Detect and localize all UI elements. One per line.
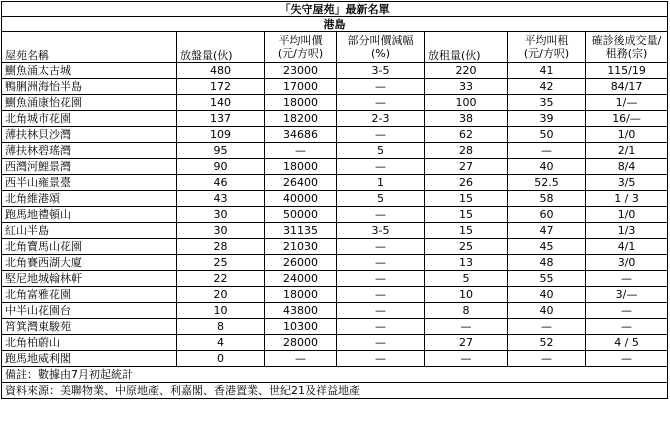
- estate-name-cell: 筲箕灣東駿苑: [2, 319, 177, 335]
- estate-name-cell: 西半山雍景臺: [2, 175, 177, 191]
- header-rental-listings: 放租量(伙): [425, 32, 508, 63]
- transactions-cell: 2/1: [586, 143, 668, 159]
- rental-listings-cell: 62: [425, 127, 508, 143]
- table-row: [2, 79, 668, 95]
- rental-listings-cell: 15: [425, 207, 508, 223]
- avg-price-cell: 18200: [265, 111, 337, 127]
- sale-listings-cell: 43: [177, 191, 265, 207]
- rental-listings-cell: 25: [425, 239, 508, 255]
- sale-listings-cell: 140: [177, 95, 265, 111]
- table-row: [2, 287, 668, 303]
- avg-price-cell: 50000: [265, 207, 337, 223]
- avg-price-cell: 34686: [265, 127, 337, 143]
- transactions-cell: 1/—: [586, 95, 668, 111]
- estate-name-cell: 跑馬地禮頓山: [2, 207, 177, 223]
- header-row: [2, 32, 668, 63]
- transactions-cell: 8/4: [586, 159, 668, 175]
- avg-price-cell: 18000: [265, 287, 337, 303]
- avg-rent-cell: 55: [508, 271, 586, 287]
- avg-price-cell: 28000: [265, 335, 337, 351]
- rental-listings-cell: 10: [425, 287, 508, 303]
- price-cut-cell: 1: [337, 175, 425, 191]
- estate-name-cell: 北角寶馬山花園: [2, 239, 177, 255]
- header-sale-listings: 放盤量(伙): [177, 32, 265, 63]
- avg-price-cell: —: [265, 351, 337, 367]
- price-cut-cell: —: [337, 287, 425, 303]
- rental-listings-cell: 26: [425, 175, 508, 191]
- table-row: [2, 207, 668, 223]
- sale-listings-cell: 0: [177, 351, 265, 367]
- avg-rent-cell: 52.5: [508, 175, 586, 191]
- estate-name-cell: 北角柏蔚山: [2, 335, 177, 351]
- listings-table: [1, 1, 668, 399]
- table-row: [2, 63, 668, 79]
- price-cut-cell: —: [337, 207, 425, 223]
- avg-price-cell: 18000: [265, 95, 337, 111]
- avg-rent-cell: 40: [508, 303, 586, 319]
- price-cut-cell: —: [337, 351, 425, 367]
- transactions-cell: 4/1: [586, 239, 668, 255]
- estate-name-cell: 中半山花園台: [2, 303, 177, 319]
- transactions-cell: 115/19: [586, 63, 668, 79]
- transactions-cell: 3/—: [586, 287, 668, 303]
- rental-listings-cell: 5: [425, 271, 508, 287]
- avg-rent-cell: 48: [508, 255, 586, 271]
- table-row: [2, 319, 668, 335]
- avg-rent-cell: 58: [508, 191, 586, 207]
- table-row: [2, 255, 668, 271]
- avg-rent-cell: 60: [508, 207, 586, 223]
- avg-price-cell: 31135: [265, 223, 337, 239]
- sale-listings-cell: 172: [177, 79, 265, 95]
- sale-listings-cell: 30: [177, 223, 265, 239]
- rental-listings-cell: 27: [425, 159, 508, 175]
- sale-listings-cell: 30: [177, 207, 265, 223]
- avg-rent-cell: 41: [508, 63, 586, 79]
- price-cut-cell: —: [337, 303, 425, 319]
- header-price-cut: 部分叫價減幅 (%): [337, 32, 425, 63]
- avg-price-cell: 24000: [265, 271, 337, 287]
- header-avg-asking-price: 平均叫價 (元/方呎): [265, 32, 337, 63]
- avg-price-cell: 18000: [265, 159, 337, 175]
- avg-rent-cell: 50: [508, 127, 586, 143]
- rental-listings-cell: 28: [425, 143, 508, 159]
- transactions-cell: 1 / 3: [586, 191, 668, 207]
- source-credit: 資料來源：美聯物業、中原地產、利嘉閣、香港置業、世紀21及祥益地產: [2, 383, 668, 399]
- estate-name-cell: 跑馬地威利閣: [2, 351, 177, 367]
- price-cut-cell: —: [337, 159, 425, 175]
- avg-rent-cell: 45: [508, 239, 586, 255]
- avg-price-cell: 17000: [265, 79, 337, 95]
- transactions-cell: 1/3: [586, 223, 668, 239]
- sale-listings-cell: 22: [177, 271, 265, 287]
- table-row: [2, 159, 668, 175]
- transactions-cell: —: [586, 319, 668, 335]
- price-cut-cell: —: [337, 127, 425, 143]
- avg-price-cell: 10300: [265, 319, 337, 335]
- transactions-cell: —: [586, 271, 668, 287]
- table-row: [2, 175, 668, 191]
- rental-listings-cell: 27: [425, 335, 508, 351]
- price-cut-cell: —: [337, 335, 425, 351]
- rental-listings-cell: 100: [425, 95, 508, 111]
- avg-price-cell: —: [265, 143, 337, 159]
- sale-listings-cell: 480: [177, 63, 265, 79]
- avg-rent-cell: —: [508, 351, 586, 367]
- table-row: [2, 191, 668, 207]
- avg-price-cell: 26400: [265, 175, 337, 191]
- estate-name-cell: 堅尼地城翰林軒: [2, 271, 177, 287]
- price-cut-cell: —: [337, 95, 425, 111]
- table-row: [2, 127, 668, 143]
- transactions-cell: 3/5: [586, 175, 668, 191]
- footnote: 備註：數據由7月初起統計: [2, 367, 668, 383]
- transactions-cell: —: [586, 351, 668, 367]
- estate-name-cell: 鰂魚涌康怡花園: [2, 95, 177, 111]
- estate-name-cell: 薄扶林貝沙灣: [2, 127, 177, 143]
- header-transactions: 確診後成交量/ 租務(宗): [586, 32, 668, 63]
- estate-name-cell: 北角富雅花園: [2, 287, 177, 303]
- price-cut-cell: —: [337, 239, 425, 255]
- sale-listings-cell: 8: [177, 319, 265, 335]
- estate-name-cell: 紅山半島: [2, 223, 177, 239]
- price-cut-cell: 2-3: [337, 111, 425, 127]
- rental-listings-cell: —: [425, 351, 508, 367]
- estate-name-cell: 薄扶林碧瑤灣: [2, 143, 177, 159]
- avg-rent-cell: —: [508, 319, 586, 335]
- sale-listings-cell: 10: [177, 303, 265, 319]
- price-cut-cell: 3-5: [337, 223, 425, 239]
- avg-rent-cell: 47: [508, 223, 586, 239]
- estate-name-cell: 鴨脷洲海怡半島: [2, 79, 177, 95]
- price-cut-cell: —: [337, 271, 425, 287]
- avg-rent-cell: 35: [508, 95, 586, 111]
- table-row: [2, 111, 668, 127]
- estate-name-cell: 西灣河鯉景灣: [2, 159, 177, 175]
- transactions-cell: 4 / 5: [586, 335, 668, 351]
- sale-listings-cell: 20: [177, 287, 265, 303]
- sale-listings-cell: 137: [177, 111, 265, 127]
- avg-rent-cell: 42: [508, 79, 586, 95]
- rental-listings-cell: 38: [425, 111, 508, 127]
- rental-listings-cell: 13: [425, 255, 508, 271]
- sale-listings-cell: 4: [177, 335, 265, 351]
- table-row: [2, 351, 668, 367]
- header-avg-asking-rent: 平均叫租 (元/方呎): [508, 32, 586, 63]
- price-cut-cell: —: [337, 319, 425, 335]
- transactions-cell: 84/17: [586, 79, 668, 95]
- avg-rent-cell: 40: [508, 287, 586, 303]
- estate-name-cell: 北角城市花園: [2, 111, 177, 127]
- table-row: [2, 335, 668, 351]
- rental-listings-cell: 33: [425, 79, 508, 95]
- header-estate-name: 屋苑名稱: [2, 32, 177, 63]
- price-cut-cell: —: [337, 79, 425, 95]
- estate-name-cell: 鰂魚涌太古城: [2, 63, 177, 79]
- table-title: 「失守屋苑」最新名單: [2, 2, 668, 17]
- rental-listings-cell: 15: [425, 223, 508, 239]
- price-cut-cell: —: [337, 255, 425, 271]
- table-row: [2, 303, 668, 319]
- price-cut-cell: 5: [337, 191, 425, 207]
- sale-listings-cell: 28: [177, 239, 265, 255]
- avg-rent-cell: —: [508, 143, 586, 159]
- avg-price-cell: 21030: [265, 239, 337, 255]
- table-row: [2, 223, 668, 239]
- rental-listings-cell: —: [425, 319, 508, 335]
- transactions-cell: —: [586, 303, 668, 319]
- avg-rent-cell: 52: [508, 335, 586, 351]
- sale-listings-cell: 46: [177, 175, 265, 191]
- rental-listings-cell: 8: [425, 303, 508, 319]
- transactions-cell: 3/0: [586, 255, 668, 271]
- avg-rent-cell: 39: [508, 111, 586, 127]
- region-heading: 港島: [2, 17, 668, 32]
- estate-name-cell: 北角維港頌: [2, 191, 177, 207]
- avg-price-cell: 43800: [265, 303, 337, 319]
- price-cut-cell: 5: [337, 143, 425, 159]
- avg-price-cell: 26000: [265, 255, 337, 271]
- price-cut-cell: 3-5: [337, 63, 425, 79]
- transactions-cell: 1/0: [586, 207, 668, 223]
- rental-listings-cell: 220: [425, 63, 508, 79]
- avg-price-cell: 40000: [265, 191, 337, 207]
- table-row: [2, 239, 668, 255]
- sale-listings-cell: 109: [177, 127, 265, 143]
- avg-price-cell: 23000: [265, 63, 337, 79]
- table-row: [2, 95, 668, 111]
- transactions-cell: 16/—: [586, 111, 668, 127]
- rental-listings-cell: 15: [425, 191, 508, 207]
- estate-name-cell: 北角賽西湖大廈: [2, 255, 177, 271]
- transactions-cell: 1/0: [586, 127, 668, 143]
- sale-listings-cell: 95: [177, 143, 265, 159]
- table-row: [2, 271, 668, 287]
- sale-listings-cell: 90: [177, 159, 265, 175]
- avg-rent-cell: 40: [508, 159, 586, 175]
- sale-listings-cell: 25: [177, 255, 265, 271]
- table-row: [2, 143, 668, 159]
